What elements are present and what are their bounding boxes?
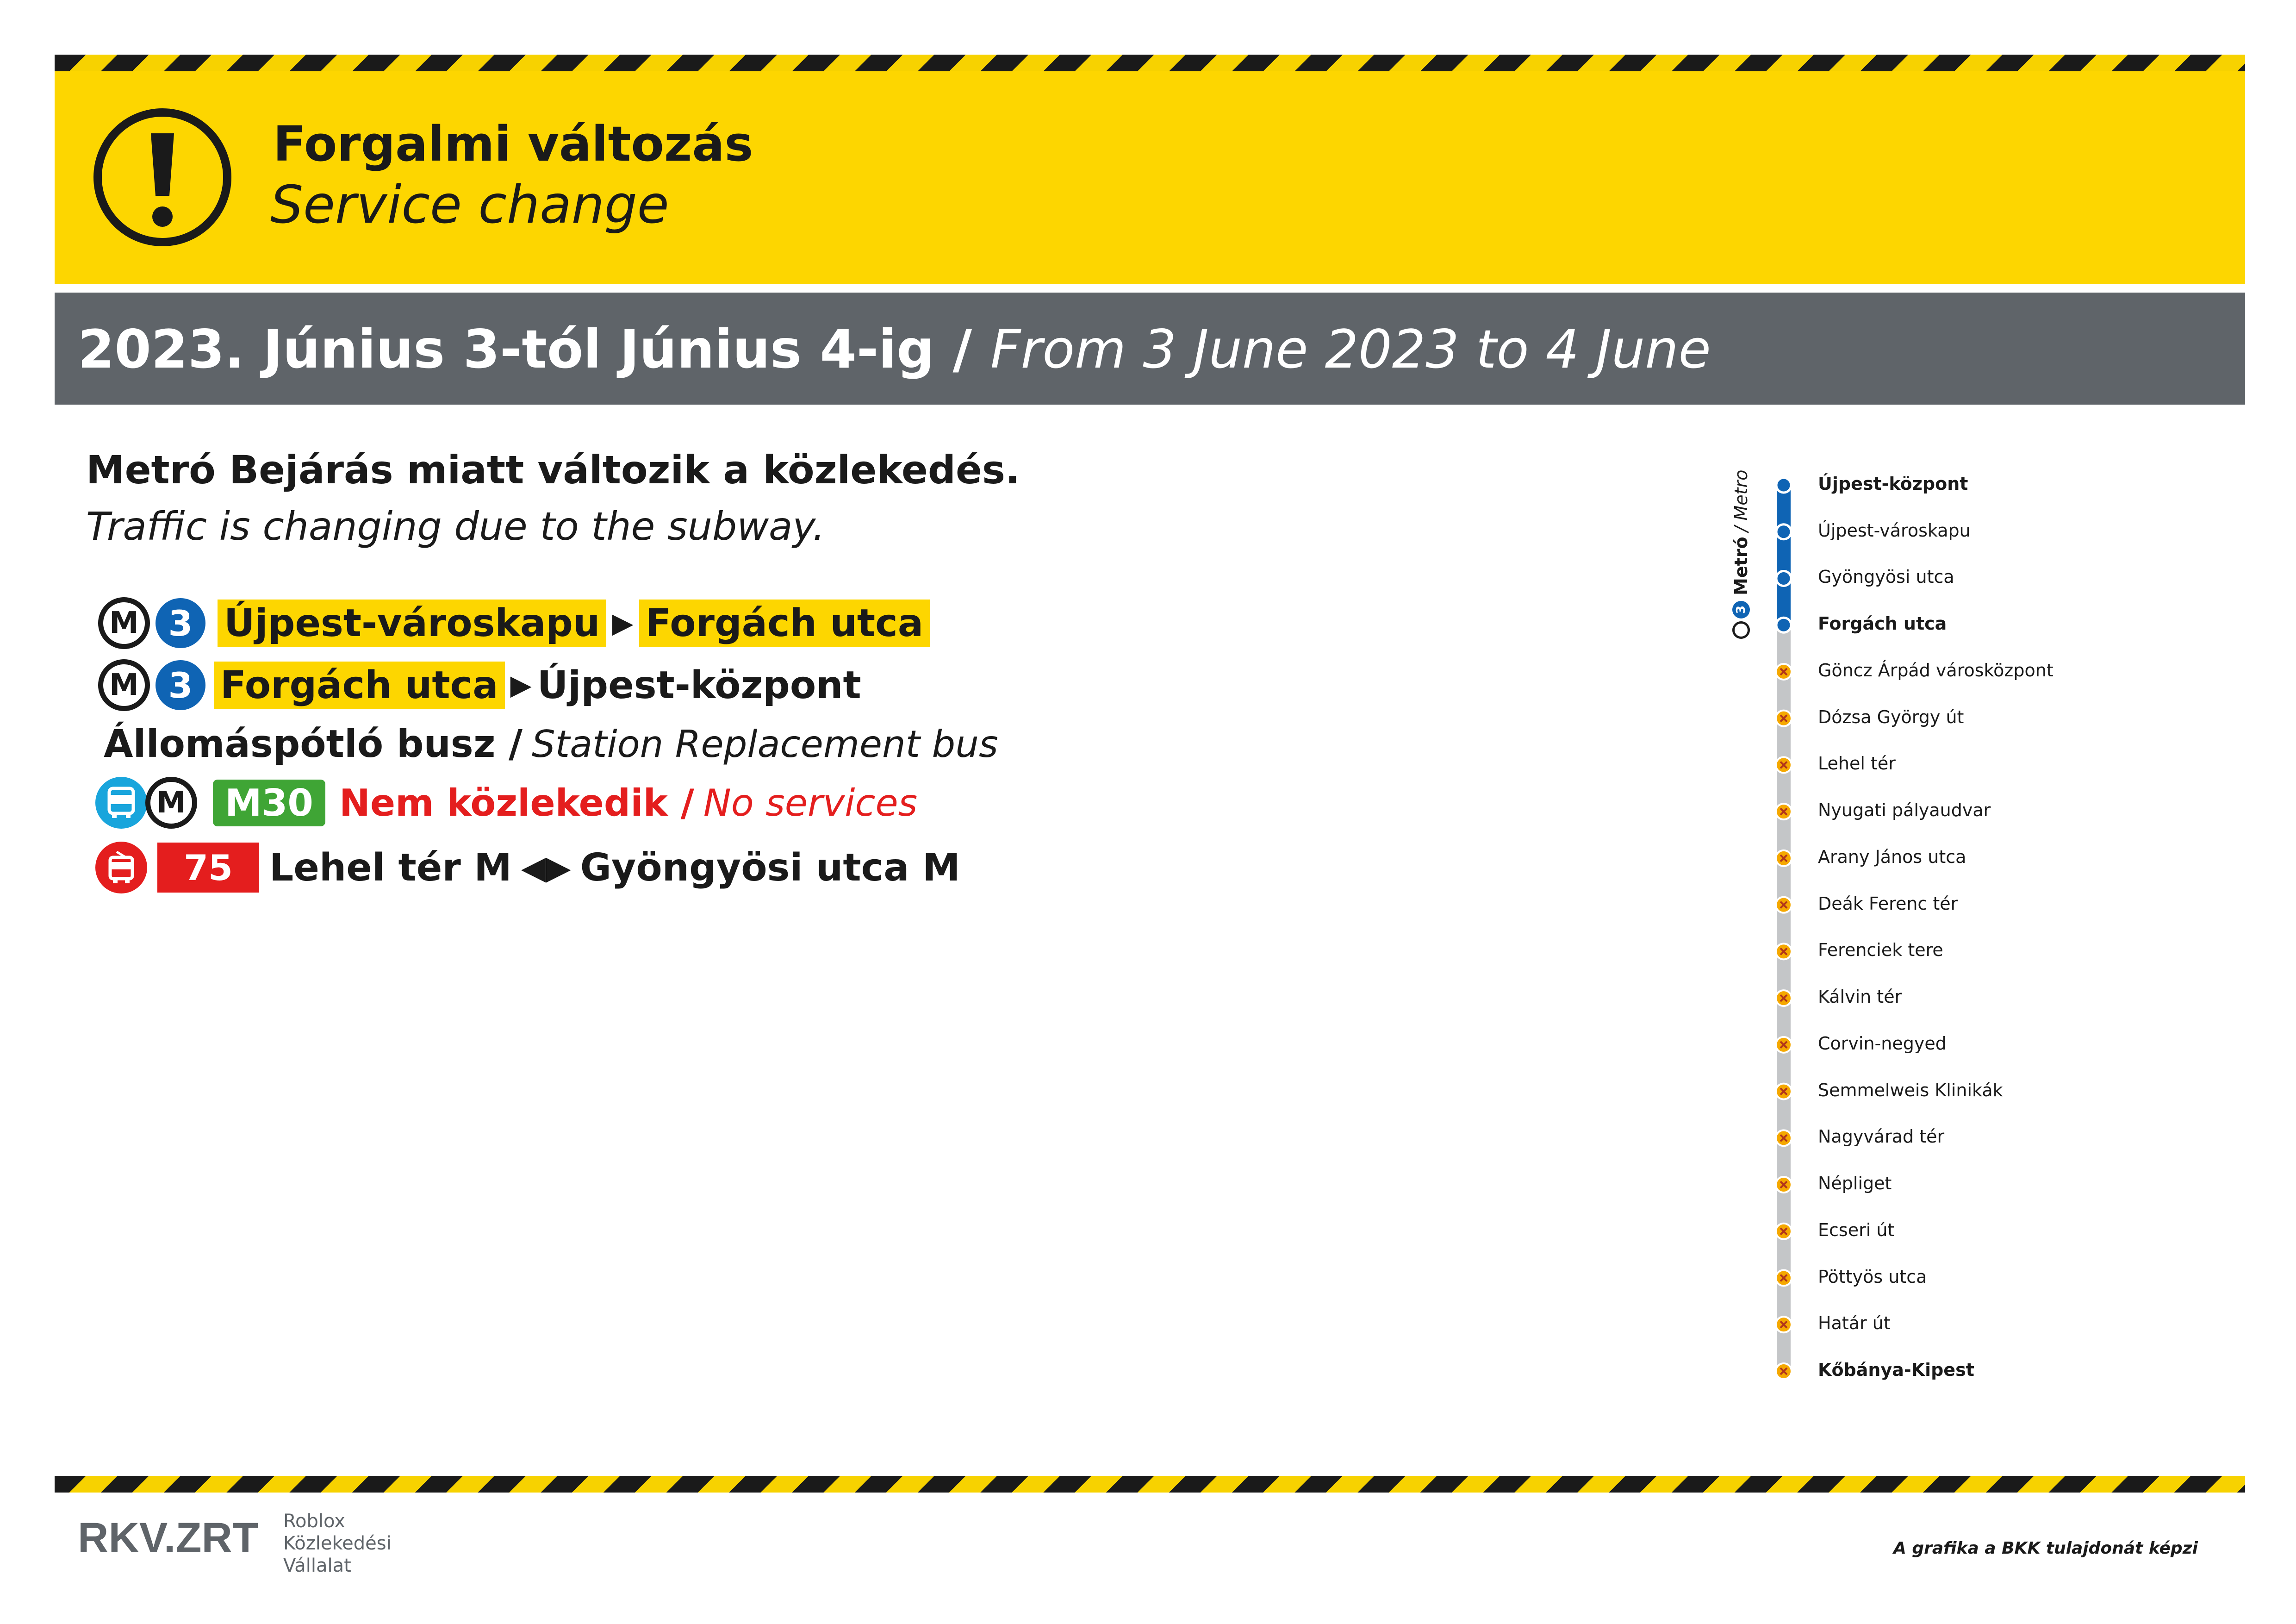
line3-badge: 3 xyxy=(156,660,205,710)
station-label: Gyöngyösi utca xyxy=(1818,567,1954,587)
footer-company xyxy=(283,1510,392,1577)
replacement-hu: Állomáspótló busz / xyxy=(104,722,523,766)
arrow-right-icon: ▶ xyxy=(612,607,634,639)
m30-status-en: No services xyxy=(703,781,918,824)
intro-hu: Metró Bejárás miatt változik a közlekedés. xyxy=(86,447,1020,493)
footer-sub-2: Közlekedési xyxy=(283,1533,392,1554)
station-dot-open xyxy=(1776,571,1791,586)
station-label: Újpest-városkapu xyxy=(1818,520,1971,541)
station-label: Lehel tér xyxy=(1818,753,1896,774)
map-label-metro-en: / Metro xyxy=(1731,469,1751,532)
date-hu: 2023. Június 3-tól Június 4-ig xyxy=(78,319,934,380)
map-label-metro: Metró xyxy=(1731,537,1751,595)
tram75-badge: 75 xyxy=(157,843,259,893)
station-label: Nagyvárad tér xyxy=(1818,1126,1945,1147)
station-label: Ecseri út xyxy=(1818,1219,1895,1240)
station-label: Semmelweis Klinikák xyxy=(1818,1080,2003,1100)
station-label: Nyugati pályaudvar xyxy=(1818,800,1991,821)
station-label: Kőbánya-Kipest xyxy=(1818,1360,1974,1380)
station-label: Corvin-negyed xyxy=(1818,1033,1947,1054)
metro-badge: M xyxy=(145,777,197,829)
header-title-en: Service change xyxy=(270,175,669,235)
line-segment-open xyxy=(1777,485,1791,625)
metro-badge: M xyxy=(98,597,150,649)
station-label: Göncz Árpád városközpont xyxy=(1818,660,2053,681)
station-label: Pöttyös utca xyxy=(1818,1266,1927,1287)
station-label: Deák Ferenc tér xyxy=(1818,893,1958,914)
metro-badge: M xyxy=(98,659,150,711)
route-to: Újpest-központ xyxy=(537,663,861,707)
station-dot-open xyxy=(1776,478,1791,493)
station-dot-open xyxy=(1776,525,1791,539)
footer-sub-1: Roblox xyxy=(283,1511,345,1532)
intro-en: Traffic is changing due to the subway. xyxy=(86,504,825,549)
header-title-hu: Forgalmi változás xyxy=(273,116,753,172)
footer-credit: A grafika a BKK tulajdonát képzi xyxy=(1893,1539,2198,1558)
date-en: From 3 June 2023 to 4 June xyxy=(990,319,1711,380)
footer-sub-3: Vállalat xyxy=(283,1555,351,1576)
route-to: Forgách utca xyxy=(639,600,930,647)
tram75-from: Lehel tér M xyxy=(269,845,512,890)
bottom-hazard-stripe xyxy=(55,1476,2245,1493)
station-label: Újpest-központ xyxy=(1818,474,1968,494)
route-from: Forgách utca xyxy=(214,662,505,709)
m30-badge: M30 xyxy=(213,780,325,826)
m30-status-hu: Nem közlekedik / xyxy=(339,781,694,824)
route-from: Újpest-városkapu xyxy=(218,600,606,647)
double-arrow-icon: ◀▶ xyxy=(521,849,571,887)
line3-badge: 3 xyxy=(156,598,205,648)
date-separator: / xyxy=(952,319,972,380)
tram75-to: Gyöngyösi utca M xyxy=(580,845,960,890)
station-label: Arany János utca xyxy=(1818,846,1966,867)
footer-logo: RKV.ZRT xyxy=(78,1514,259,1562)
arrow-right-icon: ▶ xyxy=(510,669,532,701)
station-label: Határ út xyxy=(1818,1313,1891,1334)
replacement-en: Station Replacement bus xyxy=(531,723,998,766)
station-label: Népliget xyxy=(1818,1173,1892,1194)
station-label: Ferenciek tere xyxy=(1818,940,1943,961)
station-dot-open xyxy=(1776,618,1791,632)
station-label: Forgách utca xyxy=(1818,613,1947,634)
map-line-badge: 3 xyxy=(1732,601,1750,618)
station-label: Dózsa György út xyxy=(1818,706,1964,727)
station-label: Kálvin tér xyxy=(1818,987,1902,1007)
